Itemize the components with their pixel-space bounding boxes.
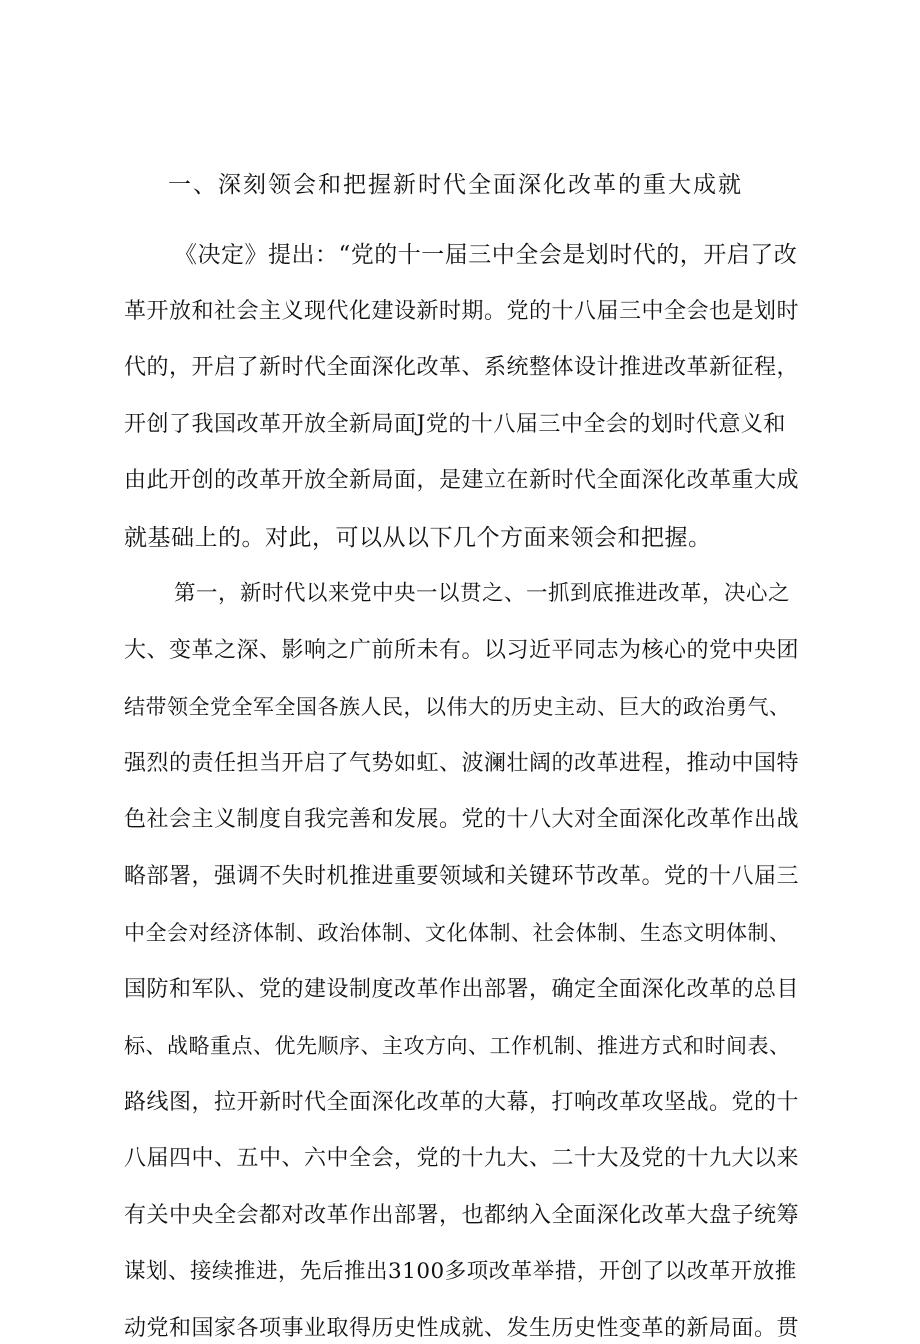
text-line: 国防和军队、党的建设制度改革作出部署，确定全面深化改革的总目 <box>124 976 800 1002</box>
text-line: 路线图，拉开新时代全面深化改革的大幕，打响改革攻坚战。党的十 <box>124 1089 800 1115</box>
text-line: 革开放和社会主义现代化建设新时期。党的十八届三中全会也是划时 <box>124 298 800 324</box>
text-line: 谋划、接续推进，先后推出3100多项改革举措，开创了以改革开放推 <box>124 1259 797 1284</box>
text-line: 有关中央全会都对改革作出部署，也都纳入全面深化改革大盘子统筹 <box>124 1202 800 1228</box>
text-line: 代的，开启了新时代全面深化改革、系统整体设计推进改革新征程， <box>124 355 800 380</box>
text-line: 标、战略重点、优先顺序、主攻方向、工作机制、推进方式和时间表、 <box>124 1034 791 1058</box>
text-line: 略部署，强调不失时机推进重要领域和关键环节改革。党的十八届三 <box>124 863 800 889</box>
text-line: 《决定》提出：“党的十一届三中全会是划时代的，开启了改 <box>174 242 798 268</box>
text-line: 开创了我国改革开放全新局面J党的十八届三中全会的划时代意义和 <box>124 411 786 437</box>
text-line: 就基础上的。对此，可以从以下几个方面来领会和把握。 <box>124 524 712 551</box>
text-line: 动党和国家各项事业取得历史性成就、发生历史性变革的新局面。贯 <box>124 1315 800 1341</box>
text-line: 由此开创的改革开放全新局面，是建立在新时代全面深化改革重大成 <box>124 468 800 493</box>
text-line: 色社会主义制度自我完善和发展。党的十八大对全面深化改革作出战 <box>124 807 800 832</box>
text-line: 结带领全党全军全国各族人民，以伟大的历史主动、巨大的政治勇气、 <box>124 695 791 719</box>
text-line: 强烈的责任担当开启了气势如虹、波澜壮阔的改革进程，推动中国特 <box>124 750 800 776</box>
text-line: 中全会对经济体制、政治体制、文化体制、社会体制、生态文明体制、 <box>124 921 791 945</box>
section-heading: 一、深刻领会和把握新时代全面深化改革的重大成就 <box>168 172 743 198</box>
text-line: 八届四中、五中、六中全会，党的十九大、二十大及党的十九大以来 <box>124 1146 800 1171</box>
text-line: 第一，新时代以来党中央一以贯之、一抓到底推进改革，决心之 <box>174 581 791 606</box>
text-line: 大、变革之深、影响之广前所未有。以习近平同志为核心的党中央团 <box>124 637 800 663</box>
